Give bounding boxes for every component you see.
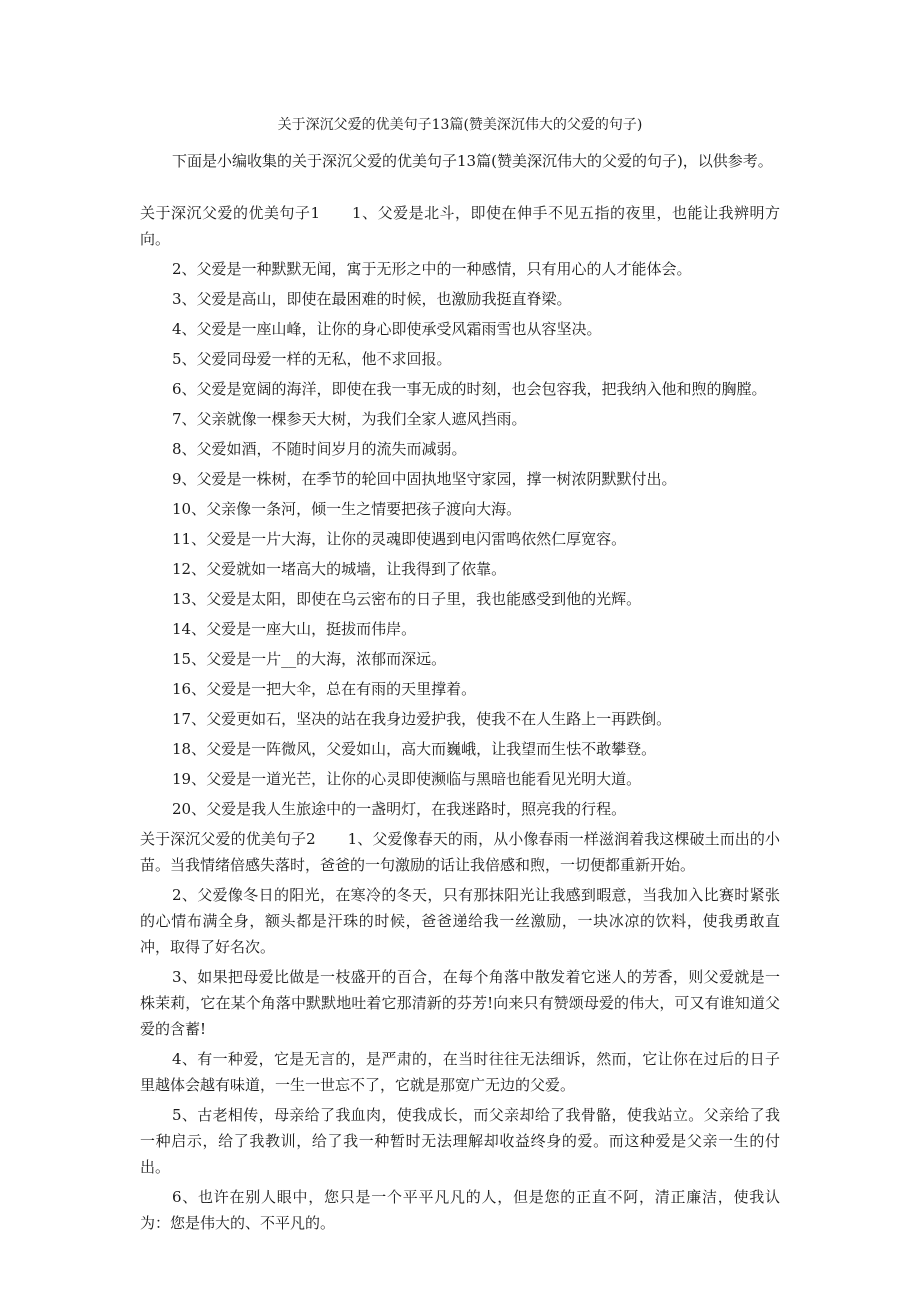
list-item: 4、父爱是一座山峰，让你的身心即使承受风霜雨雪也从容坚决。 bbox=[172, 320, 602, 338]
list-item: 7、父亲就像一棵参天大树，为我们全家人遮风挡雨。 bbox=[172, 410, 527, 428]
spacer bbox=[140, 1236, 780, 1240]
document-title: 关于深沉父爱的优美句子13篇(赞美深沉伟大的父爱的句子) bbox=[277, 117, 643, 133]
list-item: 19、父爱是一道光芒，让你的心灵即使濒临与黑暗也能看见光明大道。 bbox=[172, 770, 642, 788]
list-item: 16、父爱是一把大伞，总在有雨的天里撑着。 bbox=[172, 680, 477, 698]
section-1-heading: 关于深沉父爱的优美句子1 bbox=[140, 204, 321, 222]
section-2-first-paragraph bbox=[140, 826, 780, 878]
list-item: 10、父亲像一条河，倾一生之情要把孩子渡向大海。 bbox=[172, 500, 522, 518]
list-item: 5、父爱同母爱一样的无私，他不求回报。 bbox=[172, 350, 452, 368]
list-item: 3、如果把母爱比做是一枝盛开的百合，在每个角落中散发着它迷人的芳香，则父爱就是一株茉莉，它在某个角落中默默地吐着它那清新的芬芳!向来只有赞颂母爱的伟大，可又有谁知道父爱的含蓄! bbox=[140, 968, 780, 1038]
list-item: 5、古老相传，母亲给了我血肉，使我成长，而父亲却给了我骨骼，使我站立。父亲给了我一种启示，给了我教训，给了我一种暂时无法理解却收益终身的爱。而这种爱是父亲一生的付出。 bbox=[140, 1106, 780, 1176]
list-item: 17、父爱更如石，坚决的站在我身边爱护我，使我不在人生路上一再跌倒。 bbox=[172, 710, 672, 728]
list-item: 18、父爱是一阵微风，父爱如山，高大而巍峨，让我望而生怯不敢攀登。 bbox=[172, 740, 657, 758]
section-2-heading: 关于深沉父爱的优美句子2 bbox=[140, 830, 316, 848]
spacer bbox=[140, 174, 780, 200]
list-item: 20、父爱是我人生旅途中的一盏明灯，在我迷路时，照亮我的行程。 bbox=[172, 800, 627, 818]
list-item: 6、父爱是宽阔的海洋，即使在我一事无成的时刻，也会包容我，把我纳入他和煦的胸膛。 bbox=[172, 380, 767, 398]
section-1-item-1: 1、父爱是北斗，即使在伸手不见五指的夜里，也能让我辨明方向。 bbox=[140, 204, 781, 248]
list-item: 3、父爱是高山，即使在最困难的时候，也激励我挺直脊梁。 bbox=[172, 290, 572, 308]
section-2-item-1: 1、父爱像春天的雨，从小像春雨一样滋润着我这棵破土而出的小苗。当我情绪倍感失落时，爸爸的一句激励的话让我倍感和煦，一切便都重新开始。 bbox=[140, 830, 781, 874]
list-item: 9、父爱是一株树，在季节的轮回中固执地坚守家园，撑一树浓阴默默付出。 bbox=[172, 470, 677, 488]
section-1-list bbox=[140, 256, 780, 826]
list-item: 8、父爱如酒，不随时间岁月的流失而减弱。 bbox=[172, 440, 467, 458]
list-item: 13、父爱是太阳，即使在乌云密布的日子里，我也能感受到他的光辉。 bbox=[172, 590, 642, 608]
list-item: 6、也许在别人眼中，您只是一个平平凡凡的人，但是您的正直不阿，清正廉洁，使我认为：您是伟大的、不平凡的。 bbox=[140, 1188, 780, 1232]
list-item: 12、父爱就如一堵高大的城墙，让我得到了依靠。 bbox=[172, 560, 507, 578]
list-item: 11、父爱是一片大海，让你的灵魂即使遇到电闪雷鸣依然仁厚宽容。 bbox=[172, 530, 627, 548]
section-2-list bbox=[140, 882, 780, 1240]
list-item: 15、父爱是一片__的大海，浓郁而深远。 bbox=[172, 650, 447, 668]
list-item: 2、父爱像冬日的阳光，在寒冷的冬天，只有那抹阳光让我感到暇意，当我加入比赛时紧张的心情布满全身，额头都是汗珠的时候，爸爸递给我一丝激励，一块冰凉的饮料，使我勇敢直冲，取得了好名次。 bbox=[140, 886, 780, 956]
list-item: 14、父爱是一座大山，挺拔而伟岸。 bbox=[172, 620, 417, 638]
list-item: 2、父爱是一种默默无闻，寓于无形之中的一种感情，只有用心的人才能体会。 bbox=[172, 260, 692, 278]
intro-paragraph: 下面是小编收集的关于深沉父爱的优美句子13篇(赞美深沉伟大的父爱的句子)，以供参考。 bbox=[172, 152, 773, 170]
section-1-first-paragraph bbox=[140, 200, 780, 252]
document-body bbox=[140, 148, 780, 1240]
list-item: 4、有一种爱，它是无言的，是严肃的，在当时往往无法细诉，然而，它让你在过后的日子里越体会越有味道，一生一世忘不了，它就是那宽广无边的父爱。 bbox=[140, 1050, 780, 1094]
